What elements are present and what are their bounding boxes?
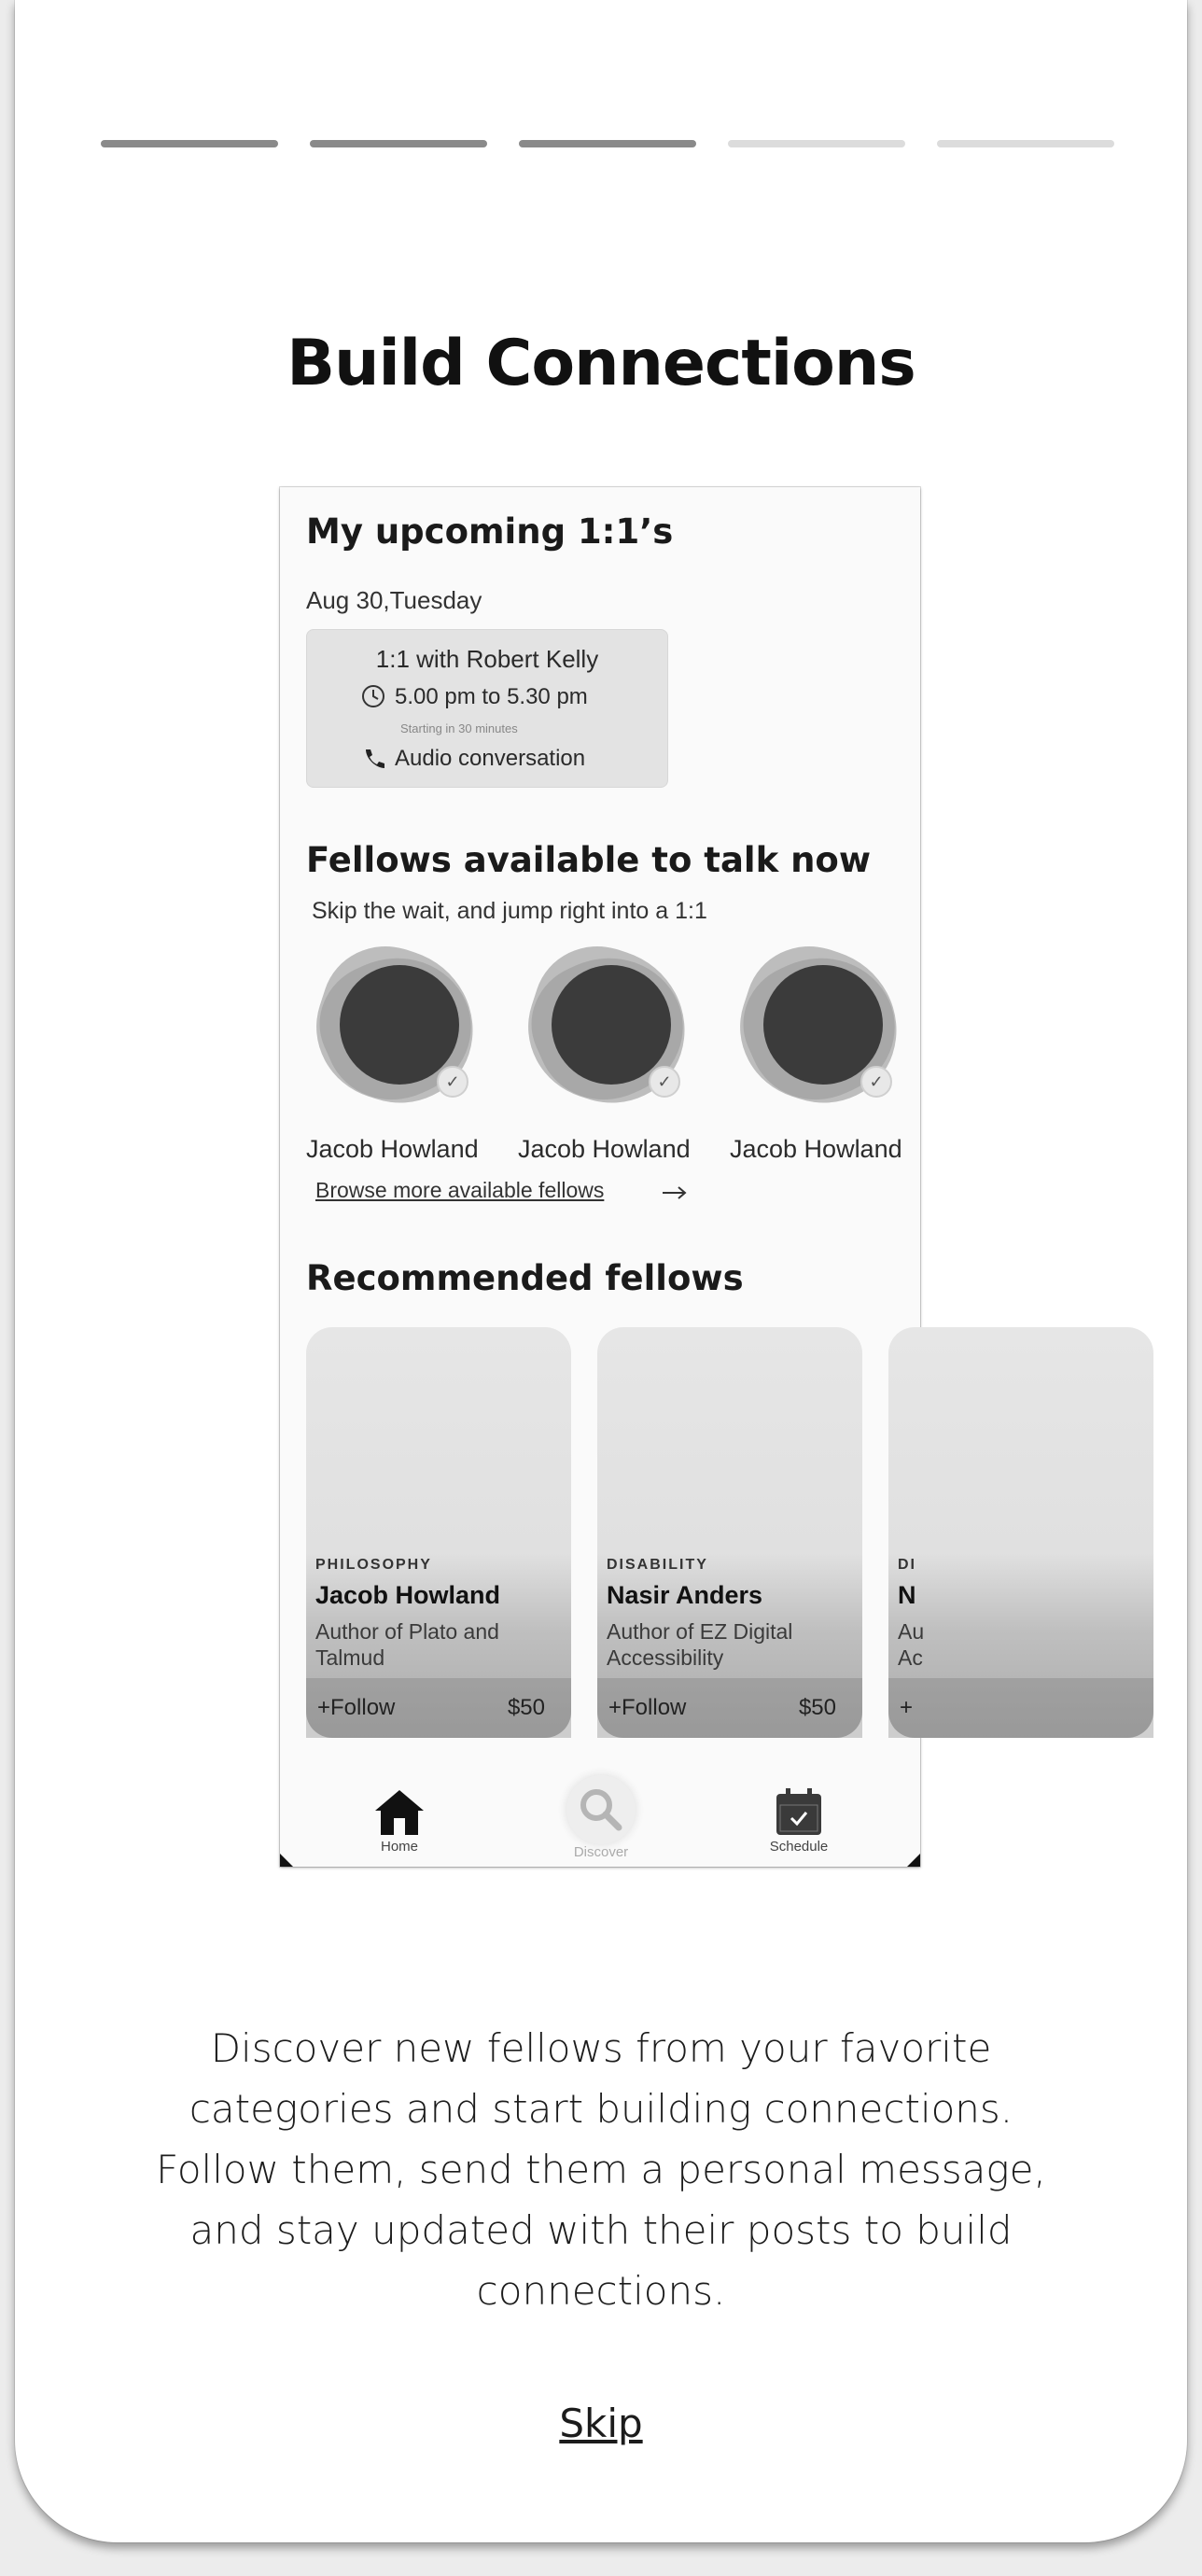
skip-label: Skip [559,2401,643,2446]
onboarding-card [15,0,1187,2542]
fellow-name: Jacob Howland [306,1135,479,1163]
fellow-card-name: N [898,1581,916,1609]
meeting-title: 1:1 with Robert Kelly [375,645,599,673]
fellow-card[interactable] [306,1327,571,1738]
meeting-starting-note: Starting in 30 minutes [400,721,518,735]
fellow-avatar[interactable] [525,950,693,1099]
progress-segment-1 [101,140,278,147]
progress-segment-2 [310,140,487,147]
check-icon: ✓ [649,1066,680,1098]
available-subheading: Skip the wait, and jump right into a 1:1 [312,898,707,924]
tab-home-label: Home [380,1839,418,1855]
follow-button[interactable]: +Follow [608,1695,687,1720]
calendar-icon [773,1786,825,1839]
browse-fellows-label: Browse more available fellows [315,1178,605,1202]
fellow-card[interactable] [888,1327,1153,1738]
clock-icon [361,684,385,708]
fellow-name: Jacob Howland [730,1135,902,1163]
browse-fellows-link[interactable] [315,1178,604,1203]
step-progress [101,140,1116,149]
follow-button[interactable]: + [900,1695,914,1720]
progress-segment-3 [519,140,696,147]
fellow-avatar[interactable] [314,950,482,1099]
tab-discover-label: Discover [573,1844,629,1860]
meeting-mode: Audio conversation [395,746,586,771]
check-icon: ✓ [437,1066,468,1098]
fellow-category: PHILOSOPHY [315,1557,432,1573]
fellow-name: Jacob Howland [518,1135,691,1163]
arrow-right-icon [661,1183,689,1202]
search-icon [576,1785,626,1835]
recommended-heading: Recommended fellows [306,1258,744,1298]
fellow-card[interactable] [597,1327,862,1738]
follow-button[interactable]: +Follow [317,1695,396,1720]
page-title: Build Connections [287,327,915,400]
tab-discover[interactable] [536,1775,666,1860]
fellow-description: Au Ac [898,1619,925,1670]
fellow-description: Author of EZ Digital Accessibility [607,1619,793,1670]
upcoming-heading: My upcoming 1:1’s [306,511,674,552]
tab-schedule[interactable] [734,1786,864,1855]
tab-home[interactable] [334,1786,465,1855]
tab-schedule-label: Schedule [769,1839,829,1855]
meeting-time: 5.00 pm to 5.30 pm [395,684,588,709]
fellow-price: $50 [798,1695,836,1720]
fellow-price: $50 [507,1695,545,1720]
fellow-card-name: Jacob Howland [315,1581,501,1609]
upcoming-date: Aug 30,Tuesday [306,586,482,614]
app-preview-image [280,487,925,1867]
fellow-category: DI [898,1557,916,1573]
fellow-avatar[interactable] [737,950,905,1099]
phone-icon [361,746,387,772]
progress-segment-5 [937,140,1114,147]
fellow-card-name: Nasir Anders [607,1581,763,1609]
fellow-category: DISABILITY [607,1557,708,1573]
available-heading: Fellows available to talk now [306,840,872,880]
check-icon: ✓ [860,1066,892,1098]
fellow-description: Author of Plato and Talmud [315,1619,499,1670]
progress-segment-4 [728,140,905,147]
skip-link[interactable] [15,2401,1187,2446]
meeting-card [306,629,668,788]
home-icon [371,1786,427,1839]
onboarding-description: Discover new fellows from your favorite categories and start building connections. Follow them, send them a personal message, and stay updated with their posts to build connections. [156,2025,1046,2314]
